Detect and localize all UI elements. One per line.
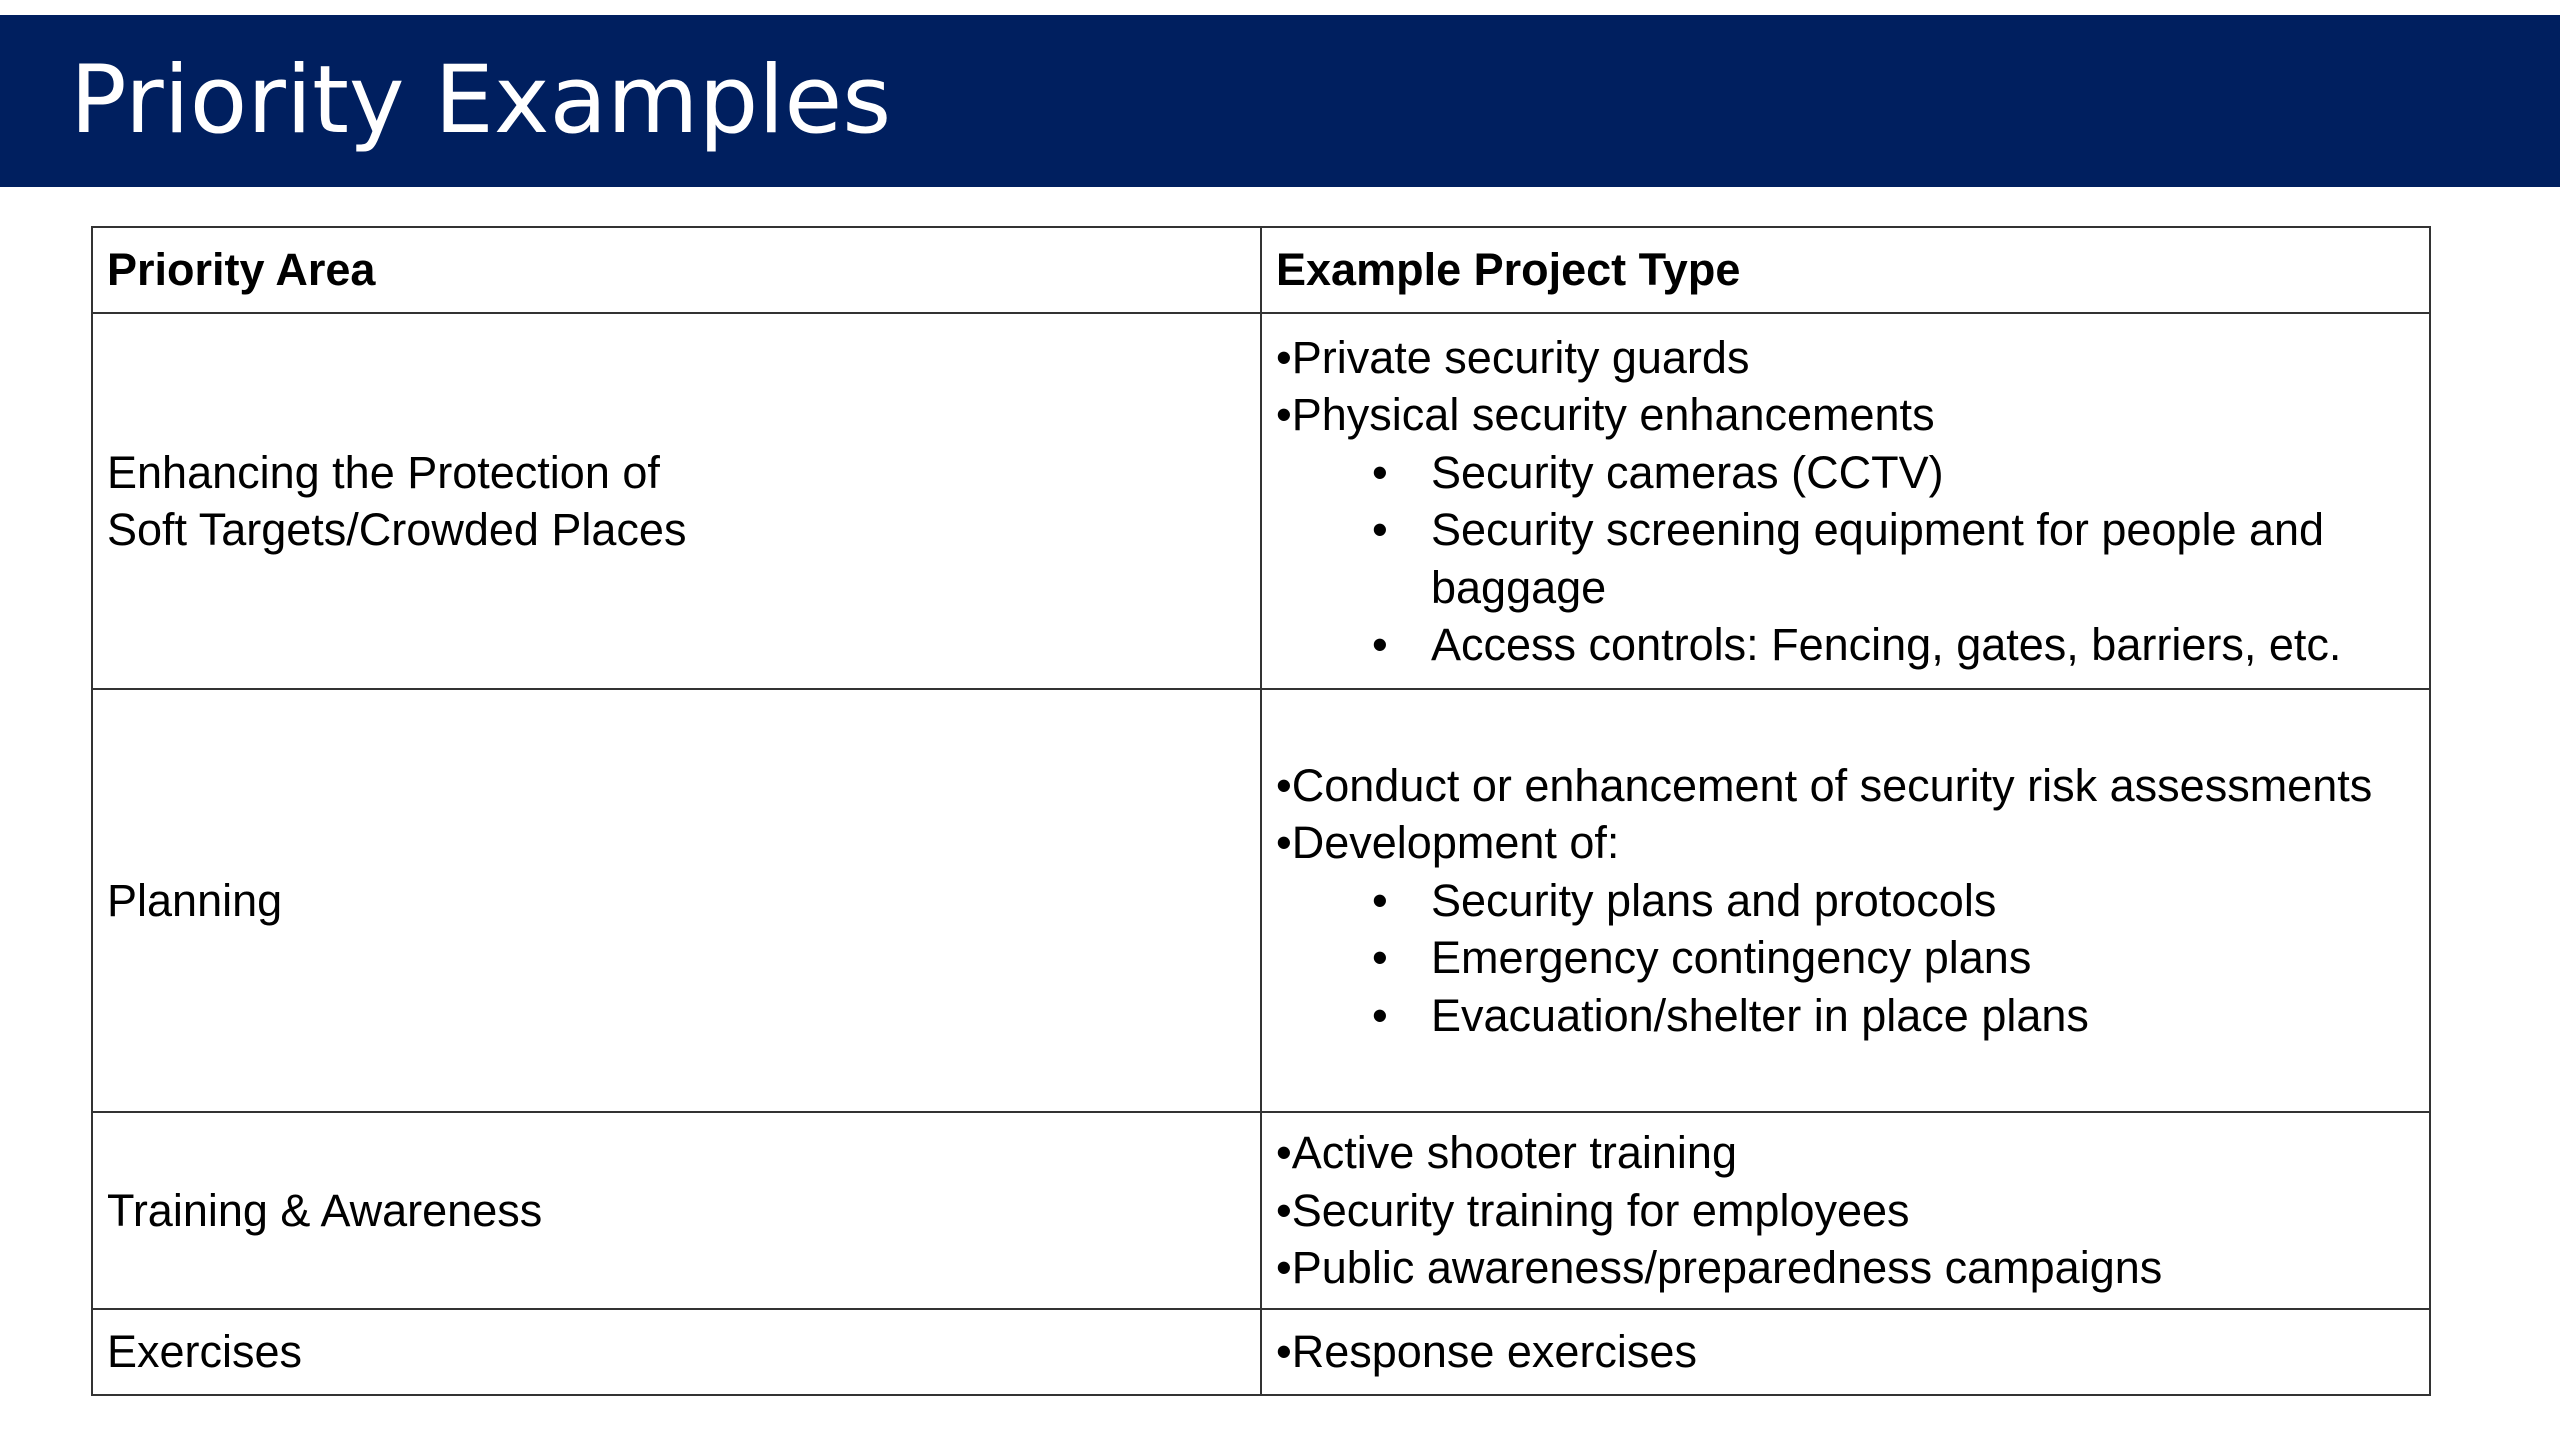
- sub-item-list: [1276, 444, 2415, 674]
- project-item: •Security training for employees: [1276, 1184, 1910, 1236]
- sub-item-text: Emergency contingency plans: [1431, 932, 2032, 984]
- priority-area-line: Exercises: [107, 1326, 303, 1378]
- table-row: [92, 689, 2430, 1112]
- sub-item-text: Evacuation/shelter in place plans: [1431, 989, 2089, 1041]
- priority-area-line: Planning: [107, 874, 283, 926]
- title-bar: [0, 15, 2560, 187]
- priority-area-cell: [92, 1112, 1261, 1309]
- bullet-icon: •: [1372, 619, 1388, 670]
- bullet-icon: •: [1372, 504, 1388, 555]
- bullet-icon: •: [1372, 446, 1388, 498]
- sub-item: [1276, 872, 2415, 930]
- priority-area-line: Training & Awareness: [107, 1184, 543, 1236]
- sub-item-text: Access controls: Fencing, gates, barriers, etc.: [1431, 619, 2342, 670]
- project-item: •Development of:: [1276, 817, 1620, 869]
- header-priority-area: Priority Area: [92, 227, 1261, 313]
- priority-area-cell: [92, 1309, 1261, 1395]
- sub-item-text: Security screening equipment for people and baggage: [1431, 504, 2325, 613]
- priority-area-line: Enhancing the Protection of: [107, 446, 660, 498]
- header-example-project-type: Example Project Type: [1261, 227, 2430, 313]
- table-row: [92, 1309, 2430, 1395]
- bullet-icon: •: [1372, 989, 1388, 1041]
- bullet-icon: •: [1372, 932, 1388, 984]
- sub-item: [1276, 616, 2415, 674]
- priority-area-cell: [92, 313, 1261, 689]
- sub-item: [1276, 444, 2415, 502]
- table-row: [92, 1112, 2430, 1309]
- project-item: •Conduct or enhancement of security risk assessments: [1276, 759, 2373, 811]
- sub-item: [1276, 987, 2415, 1045]
- example-project-cell: [1261, 1112, 2430, 1309]
- example-project-cell: [1261, 313, 2430, 689]
- sub-item: [1276, 501, 2415, 616]
- sub-item-list: [1276, 872, 2415, 1045]
- example-project-cell: [1261, 1309, 2430, 1395]
- bullet-icon: •: [1372, 874, 1388, 926]
- priority-area-line: Soft Targets/Crowded Places: [107, 504, 687, 555]
- sub-item-text: Security plans and protocols: [1431, 874, 1997, 926]
- sub-item-text: Security cameras (CCTV): [1431, 446, 1944, 498]
- table-row: [92, 313, 2430, 689]
- example-project-cell: [1261, 689, 2430, 1112]
- project-item: •Private security guards: [1276, 331, 1750, 383]
- project-item: •Public awareness/preparedness campaigns: [1276, 1242, 2163, 1294]
- project-item: •Active shooter training: [1276, 1127, 1737, 1179]
- project-item: •Response exercises: [1276, 1326, 1697, 1378]
- priority-table: [91, 226, 2431, 1396]
- project-item: •Physical security enhancements: [1276, 389, 1935, 440]
- priority-area-cell: [92, 689, 1261, 1112]
- sub-item: [1276, 929, 2415, 987]
- slide-title: Priority Examples: [70, 46, 892, 155]
- table-header-row: [92, 227, 2430, 313]
